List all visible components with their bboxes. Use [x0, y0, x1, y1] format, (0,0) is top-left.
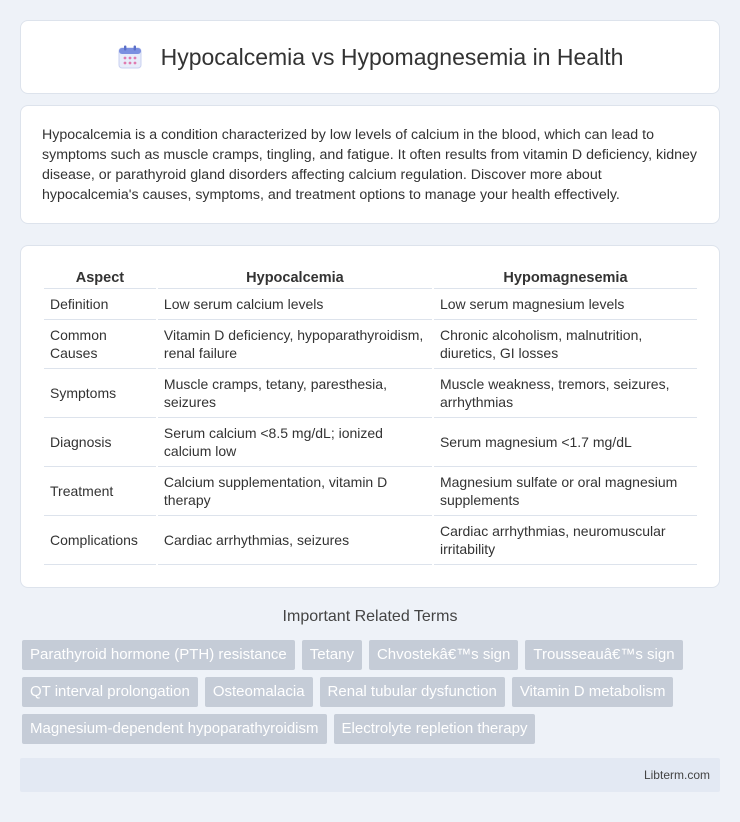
table-cell: Chronic alcoholism, malnutrition, diuretics, GI losses	[434, 320, 697, 369]
related-term-tag[interactable]: Tetany	[302, 640, 362, 670]
table-cell-aspect: Complications	[44, 516, 156, 565]
table-cell: Low serum magnesium levels	[434, 289, 697, 320]
related-term-tag[interactable]: QT interval prolongation	[22, 677, 198, 707]
table-cell: Muscle weakness, tremors, seizures, arrhythmias	[434, 369, 697, 418]
title-wrap	[117, 44, 624, 71]
table-row	[44, 516, 697, 565]
table-cell-aspect: Definition	[44, 289, 156, 320]
table-row	[44, 320, 697, 369]
intro-text: Hypocalcemia is a condition characterized by low levels of calcium in the blood, which can lead to symptoms such as muscle cramps, tingling, and fatigue. It often results from vitamin D deficiency, kidney disease, or parathyroid gland disorders affecting calcium regulation. Discover more about hypocalcemia's causes, symptoms, and treatment options to manage your health effectively.	[42, 127, 697, 203]
related-term-tag[interactable]: Osteomalacia	[205, 677, 313, 707]
related-terms-tags	[22, 640, 722, 744]
comparison-table	[42, 265, 699, 565]
related-term-tag[interactable]: Vitamin D metabolism	[512, 677, 674, 707]
intro-card	[20, 105, 720, 224]
related-term-tag[interactable]: Parathyroid hormone (PTH) resistance	[22, 640, 295, 670]
table-cell-aspect: Common Causes	[44, 320, 156, 369]
table-cell: Cardiac arrhythmias, neuromuscular irritability	[434, 516, 697, 565]
related-terms-title: Important Related Terms	[282, 608, 458, 625]
comparison-table-card	[20, 245, 720, 588]
calendar-icon	[117, 44, 143, 70]
table-cell: Serum magnesium <1.7 mg/dL	[434, 418, 697, 467]
table-cell: Low serum calcium levels	[158, 289, 432, 320]
table-cell: Serum calcium <8.5 mg/dL; ionized calcium low	[158, 418, 432, 467]
footer	[20, 758, 720, 792]
table-row	[44, 418, 697, 467]
header-hypomagnesemia: Hypomagnesemia	[434, 265, 697, 289]
table-cell: Vitamin D deficiency, hypoparathyroidism, renal failure	[158, 320, 432, 369]
table-cell: Cardiac arrhythmias, seizures	[158, 516, 432, 565]
table-row	[44, 369, 697, 418]
header-aspect: Aspect	[44, 265, 156, 289]
table-cell: Magnesium sulfate or oral magnesium supplements	[434, 467, 697, 516]
header-hypocalcemia: Hypocalcemia	[158, 265, 432, 289]
related-term-tag[interactable]: Renal tubular dysfunction	[320, 677, 505, 707]
related-term-tag[interactable]: Chvostekâ€™s sign	[369, 640, 518, 670]
table-cell-aspect: Treatment	[44, 467, 156, 516]
table-cell-aspect: Diagnosis	[44, 418, 156, 467]
table-cell: Calcium supplementation, vitamin D therapy	[158, 467, 432, 516]
table-cell-aspect: Symptoms	[44, 369, 156, 418]
related-term-tag[interactable]: Trousseauâ€™s sign	[525, 640, 682, 670]
related-term-tag[interactable]: Magnesium-dependent hypoparathyroidism	[22, 714, 327, 744]
footer-site-link[interactable]: Libterm.com	[643, 768, 710, 782]
related-term-tag[interactable]: Electrolyte repletion therapy	[334, 714, 536, 744]
page-title: Hypocalcemia vs Hypomagnesemia in Health	[160, 43, 624, 70]
table-cell: Muscle cramps, tetany, paresthesia, seizures	[158, 369, 432, 418]
table-row	[44, 289, 697, 320]
header-card	[20, 20, 720, 94]
table-row	[44, 467, 697, 516]
table-header-row	[44, 265, 697, 289]
